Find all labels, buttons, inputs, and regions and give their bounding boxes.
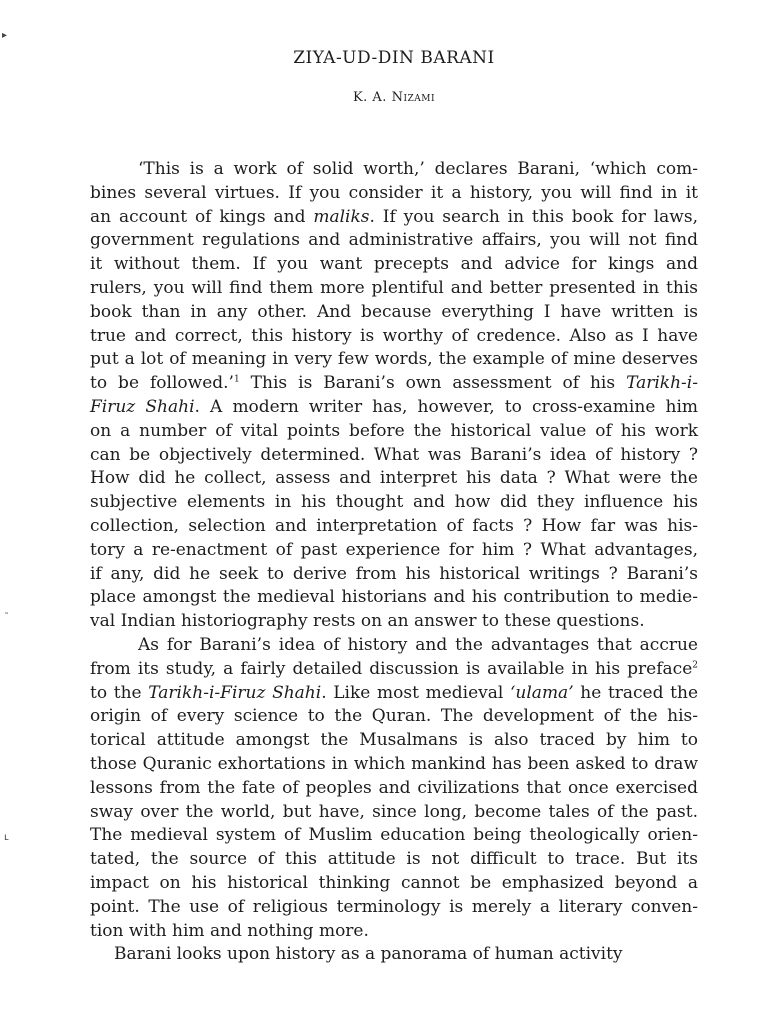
text-line: rulers, you will find them more plentiful and better presented in this xyxy=(90,277,698,298)
text-line: true and correct, this history is worthy of credence. Also as I have xyxy=(90,325,698,346)
paragraph xyxy=(90,158,698,634)
italic-term: ‘ulama’ xyxy=(510,682,574,703)
text-line: impact on his historical thinking cannot be emphasized beyond a xyxy=(90,872,698,893)
margin-mark: ▸ xyxy=(2,30,8,41)
text-line: tated, the source of this attitude is not difficult to trace. But its xyxy=(90,849,698,870)
text-line: book than in any other. And because everything I have written is xyxy=(90,301,698,322)
text-line: those Quranic exhortations in which mankind has been asked to draw xyxy=(90,753,698,774)
margin-mark: ւ xyxy=(4,832,9,843)
text-line: Barani looks upon history as a panorama of human activity xyxy=(114,944,623,965)
page-title: ZIYA-UD-DIN BARANI xyxy=(293,48,495,68)
text-line: Firuz Shahi. A modern writer has, however, to cross-examine him xyxy=(90,396,699,417)
margin-mark: ˜ xyxy=(4,612,9,623)
text-line: to be followed.’$^1$ This is Barani’s own assessment of his Tarikh-i- xyxy=(90,373,698,394)
text-line: if any, did he seek to derive from his historical writings ? Barani’s xyxy=(90,563,698,584)
text-line: point. The use of religious terminology is merely a literary conven- xyxy=(90,896,698,917)
text-line: val Indian historiography rests on an answer to these questions. xyxy=(90,611,645,632)
text-line: to the Tarikh-i-Firuz Shahi. Like most medieval ‘ulama’ he traced the xyxy=(90,682,699,703)
body-text xyxy=(90,158,698,967)
text-line: As for Barani’s idea of history and the advantages that accrue xyxy=(138,634,698,655)
text-line: collection, selection and interpretation of facts ? How far was his- xyxy=(90,515,698,536)
text-line: place amongst the medieval historians and his contribution to medie- xyxy=(90,587,698,608)
italic-term: Firuz Shahi xyxy=(90,396,195,417)
text-line: lessons from the fate of peoples and civilizations that once exercised xyxy=(90,777,698,798)
text-line: subjective elements in his thought and how did they influence his xyxy=(90,492,698,513)
text-line: origin of every science to the Quran. The development of the his- xyxy=(90,706,698,727)
text-line: from its study, a fairly detailed discussion is available in his preface$^2$ xyxy=(90,658,698,679)
text-line: bines several virtues. If you consider it a history, you will find in it xyxy=(90,182,698,203)
italic-term: maliks xyxy=(313,206,370,227)
text-line: torical attitude amongst the Musalmans is also traced by him to xyxy=(90,730,698,751)
text-line: on a number of vital points before the historical value of his work xyxy=(90,420,698,441)
text-line: put a lot of meaning in very few words, the example of mine deserves xyxy=(90,349,698,370)
text-line: sway over the world, but have, since long, become tales of the past. xyxy=(90,801,698,822)
author-byline xyxy=(90,90,698,105)
text-line: tory a re-enactment of past experience for him ? What advantages, xyxy=(90,539,698,560)
author-initials: K. A. xyxy=(352,90,387,105)
text-line: ‘This is a work of solid worth,’ declares Barani, ‘which com- xyxy=(138,159,698,179)
paragraph xyxy=(90,943,698,967)
text-line: it without them. If you want precepts and advice for kings and xyxy=(90,254,698,275)
paragraph xyxy=(90,634,698,943)
footnote-ref: 1 xyxy=(233,374,240,385)
text-line: tion with him and nothing more. xyxy=(90,920,369,941)
text-line: The medieval system of Muslim education being theologically orien- xyxy=(90,825,698,846)
text-line: can be objectively determined. What was Barani’s idea of history ? xyxy=(90,444,698,465)
text-line: an account of kings and maliks. If you search in this book for laws, xyxy=(90,206,698,227)
italic-term: Tarikh-i-Firuz Shahi xyxy=(148,682,322,703)
footnote-ref: 2 xyxy=(692,660,698,671)
italic-term: Tarikh-i- xyxy=(626,373,698,394)
author-surname: Nizami xyxy=(391,90,436,105)
text-line: How did he collect, assess and interpret his data ? What were the xyxy=(90,468,698,489)
text-line: government regulations and administrative affairs, you will not find xyxy=(90,230,698,251)
